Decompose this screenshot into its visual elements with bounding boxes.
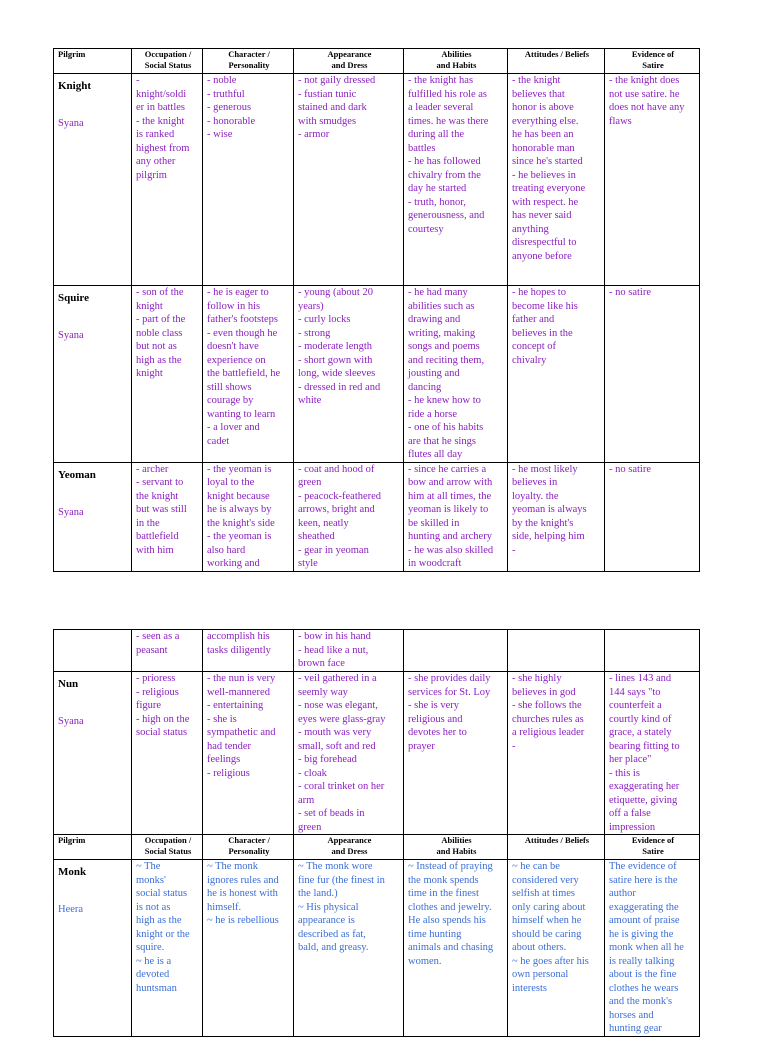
header-character: Character / Personality: [203, 49, 294, 74]
header-occupation: Occupation / Social Status: [132, 49, 203, 74]
attitudes-cell: - he hopes to become like his father and believes in the concept of chivalry: [512, 287, 578, 366]
appearance-cell: - coat and hood of green - peacock-feathered arrows, bright and keen, neatly sheathed - gear in yeoman style: [298, 463, 382, 569]
evidence-cell: - no satire: [609, 287, 651, 298]
character-cell: ~ The monk ignores rules and he is honest with himself. ~ he is rebellious: [207, 861, 279, 926]
occupation-cell: - archer - servant to the knight but was still in the battlefield with him: [136, 463, 187, 556]
table-row-squire: [54, 286, 700, 463]
header-character: Character / Personality: [203, 835, 294, 860]
header-row: [54, 49, 700, 74]
evidence-cell: The evidence of satire here is the author exaggerating the amount of praise he is giving the monk when all he is really talking about is the fine clothes he wears and the monk's horses and hunting gear: [609, 861, 684, 1034]
author-name: Syana: [58, 716, 84, 727]
pilgrim-cell: [54, 672, 132, 835]
character-cell: - the yeoman is loyal to the knight because he is always by the knight's side - the yeoman is also hard working and: [207, 463, 275, 569]
table-row-monk: [54, 860, 700, 1037]
character-cell: - he is eager to follow in his father's footsteps - even though he doesn't have experience on the battlefield, he still shows courage by wanting to learn - a lover and cadet: [207, 287, 281, 447]
abilities-cell: - she provides daily services for St. Loy - she is very religious and devotes her to prayer: [408, 673, 491, 752]
pilgrim-cell: [54, 74, 132, 286]
occupation-cell: - prioress - religious figure - high on the social status: [136, 673, 190, 738]
header-pilgrim: Pilgrim: [54, 835, 132, 860]
header-appearance: Appearance and Dress: [294, 835, 404, 860]
occupation-cell: - seen as a peasant: [136, 631, 180, 656]
appearance-cell: - veil gathered in a seemly way - nose was elegant, eyes were glass-gray - mouth was very small, soft and red - big forehead - cloak - coral trinket on her arm - set of beads in green: [298, 673, 386, 833]
occupation-cell: - son of the knight - part of the noble class but not as high as the knight: [136, 287, 186, 379]
pilgrim-name: Yeoman: [58, 468, 96, 481]
author-name: Syana: [58, 330, 84, 341]
pilgrim-name: Knight: [58, 80, 92, 92]
attitudes-cell: - the knight believes that honor is above everything else. he has been an honorable man since he's started - he believes in treating everyone with respect. he has never said anything disrespectful to anyone before: [512, 75, 586, 262]
abilities-cell: - since he carries a bow and arrow with him at all times, the yeoman is likely to be skilled in hunting and archery - he was also skilled in woodcraft: [408, 463, 494, 569]
author-name: Syana: [58, 506, 84, 518]
evidence-cell: - no satire: [609, 463, 651, 475]
abilities-cell: - the knight has fulfilled his role as a leader several times. he was there during all the battles - he has followed chivalry from the day he started - truth, honor, generousness, and courtesy: [408, 75, 489, 235]
evidence-cell: - lines 143 and 144 says "to counterfeit a courtly kind of grace, a stately bearing fitting to her place" - this is exaggerating her etiquette, giving off a false impression: [609, 673, 680, 833]
character-cell: accomplish his tasks diligently: [207, 631, 271, 656]
abilities-cell: - he had many abilities such as drawing and writing, making songs and poems and reciting them, jousting and dancing - he knew how to ride a horse - one of his habits are that he sings flutes all day: [408, 287, 485, 460]
pilgrim-cell: [54, 860, 132, 1037]
evidence-cell: - the knight does not use satire. he does not have any flaws: [609, 75, 685, 127]
table-row-nun: [54, 672, 700, 835]
appearance-cell: - bow in his hand - head like a nut, brown face: [298, 631, 371, 669]
pilgrim-name: Monk: [58, 866, 87, 878]
pilgrim-table-page-2: [53, 629, 700, 1037]
pilgrim-table-page-1: [53, 48, 700, 572]
header-row: [54, 835, 700, 860]
pilgrim-cell: [54, 286, 132, 463]
header-attitudes: Attitudes / Beliefs: [508, 49, 605, 74]
appearance-cell: ~ The monk wore fine fur (the finest in the land.) ~ His physical appearance is described as fat, bald, and greasy.: [298, 861, 385, 953]
pilgrim-name: Squire: [58, 292, 89, 304]
table-row-yeoman-continued: [54, 630, 700, 672]
attitudes-cell: ~ he can be considered very selfish at times only caring about himself when he should be caring about others. ~ he goes after his own personal interests: [512, 861, 589, 994]
header-evidence: Evidence of Satire: [605, 835, 700, 860]
header-abilities: Abilities and Habits: [404, 49, 508, 74]
attitudes-cell: - he most likely believes in loyalty. the yeoman is always by the knight's side, helping him -: [512, 463, 587, 556]
header-pilgrim: Pilgrim: [54, 49, 132, 74]
author-name: Syana: [58, 118, 84, 129]
character-cell: - noble - truthful - generous - honorable - wise: [207, 75, 256, 140]
pilgrim-cell: [54, 462, 132, 571]
header-appearance: Appearance and Dress: [294, 49, 404, 74]
table-row-knight: [54, 74, 700, 286]
appearance-cell: - not gaily dressed - fustian tunic stained and dark with smudges - armor: [298, 75, 376, 140]
appearance-cell: - young (about 20 years) - curly locks - strong - moderate length - short gown with long, wide sleeves - dressed in red and white: [298, 287, 381, 406]
pilgrim-name: Nun: [58, 678, 79, 690]
occupation-cell: ~ The monks' social status is not as high as the knight or the squire. ~ he is a devoted huntsman: [136, 861, 190, 994]
abilities-cell: ~ Instead of praying the monk spends time in the finest clothes and jewelry. He also spends his time hunting animals and chasing women.: [408, 861, 494, 967]
table-row-yeoman: [54, 462, 700, 571]
occupation-cell: - knight/soldi er in battles - the knight is ranked highest from any other pilgrim: [136, 75, 190, 181]
header-abilities: Abilities and Habits: [404, 835, 508, 860]
attitudes-cell: - she highly believes in god - she follows the churches rules as a religious leader -: [512, 673, 585, 752]
header-occupation: Occupation / Social Status: [132, 835, 203, 860]
header-evidence: Evidence of Satire: [605, 49, 700, 74]
author-name: Heera: [58, 904, 84, 915]
header-attitudes: Attitudes / Beliefs: [508, 835, 605, 860]
character-cell: - the nun is very well-mannered - entertaining - she is sympathetic and had tender feelings - religious: [207, 673, 276, 779]
